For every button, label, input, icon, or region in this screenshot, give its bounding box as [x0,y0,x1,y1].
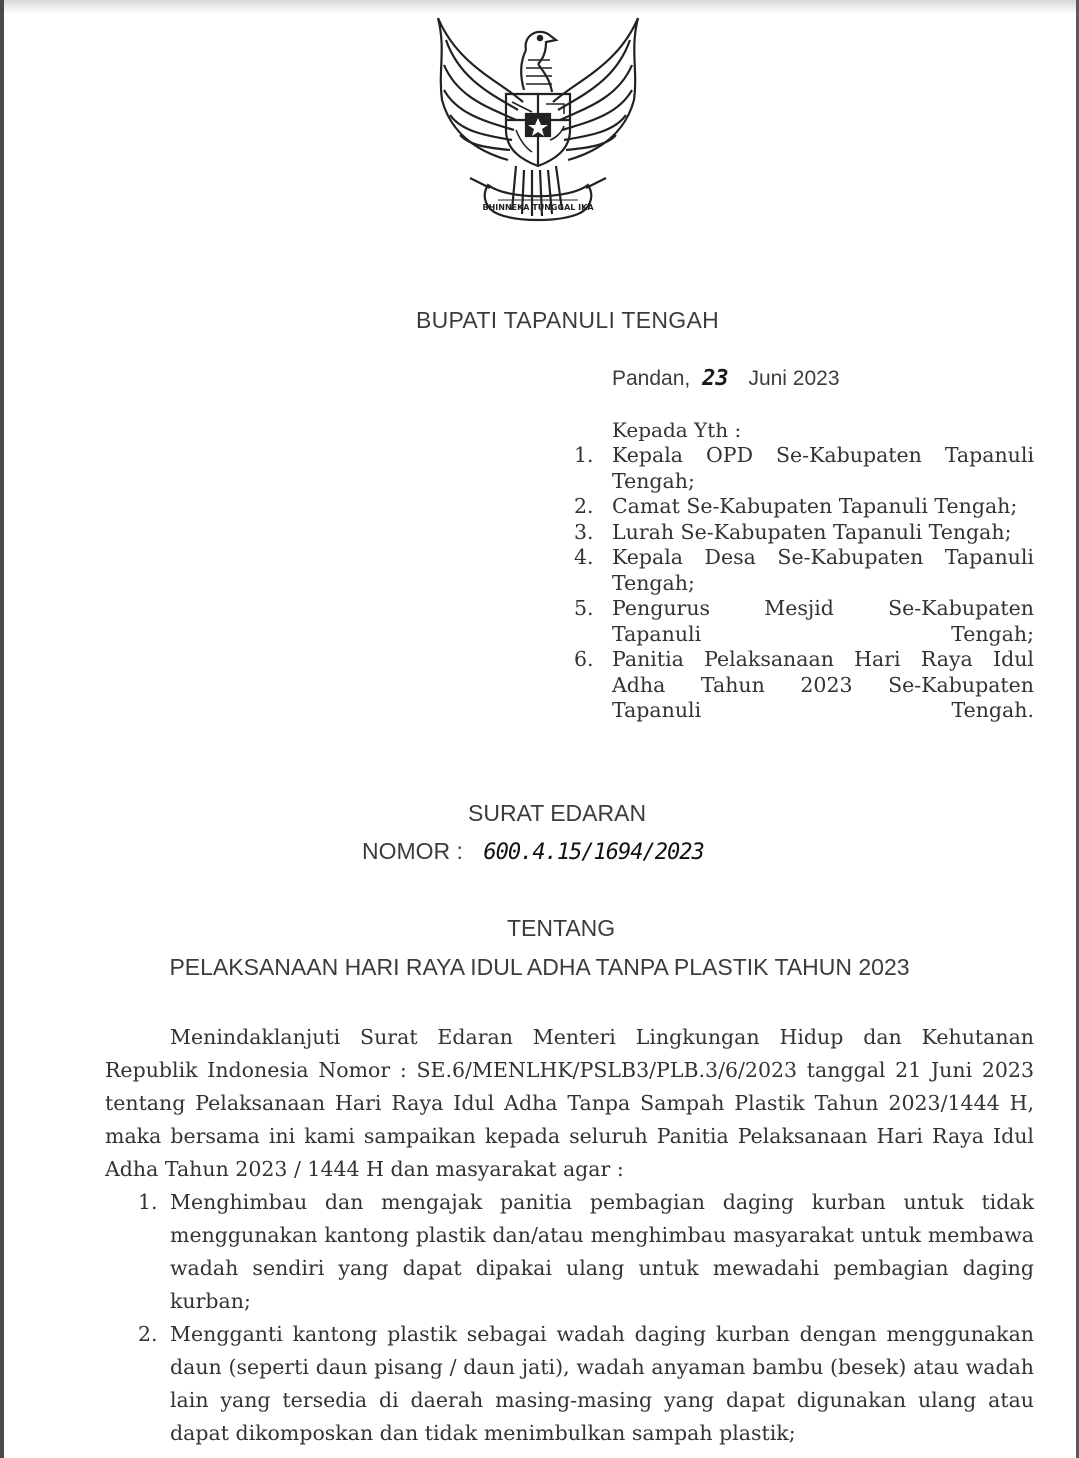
recipient-list [574,443,1034,724]
about-label: TENTANG [507,915,616,941]
instruction-list [138,1186,1034,1450]
recipient-item: 1. Kepala OPD Se-Kabupaten Tapanuli Tengah; [574,443,1034,493]
recipients-label: Kepada Yth : [612,418,742,442]
instruction-item: 1. Menghimbau dan mengajak panitia pembagian daging kurban untuk tidak menggunakan kantong plastik dan/atau menghimbau masyarakat untuk membawa wadah sendiri yang dapat dipakai ulang untuk mewadahi pembagian daging kurban; [138,1190,1034,1313]
date-place: Pandan, [612,367,691,390]
scan-left-edge [0,0,4,1458]
recipient-item: 5. Pengurus Mesjid Se-Kabupaten Tapanuli Tengah; [574,596,1034,646]
letter-subject: PELAKSANAAN HARI RAYA IDUL ADHA TANPA PLASTIK TAHUN 2023 [169,954,910,980]
letter-number-label: NOMOR : [362,838,463,864]
recipient-item: 4. Kepala Desa Se-Kabupaten Tapanuli Tengah; [574,545,1034,595]
letter-date [612,366,840,391]
letter-type: SURAT EDARAN [468,800,647,826]
body-intro: Menindaklanjuti Surat Edaran Menteri Lingkungan Hidup dan Kehutanan Republik Indonesia Nomor : SE.6/MENLHK/PSLB3/PLB.3/6/2023 tanggal 21 Juni 2023 tentang Pelaksanaan Hari Raya Idul Adha Tanpa Sampah Plastik Tahun 2023/1444 H, maka bersama ini kami sampaikan kepada seluruh Panitia Pelaksanaan Hari Raya Idul Adha Tahun 2023 / 1444 H dan masyarakat agar : [105,1025,1034,1181]
recipient-item: 6. Panitia Pelaksanaan Hari Raya Idul Adha Tahun 2023 Se-Kabupaten Tapanuli Tengah. [574,647,1034,722]
date-month-year: Juni 2023 [748,367,840,390]
letter-number [362,838,704,865]
issuer-title: BUPATI TAPANULI TENGAH [415,307,720,333]
recipient-item: 3. Lurah Se-Kabupaten Tapanuli Tengah; [574,519,1012,544]
instruction-item: 2. Mengganti kantong plastik sebagai wadah daging kurban dengan menggunakan daun (seperti daun pisang / daun jati), wadah anyaman bambu (besek) atau wadah lain yang tersedia di daerah masing-masing yang dapat digunakan ulang atau dapat dikomposkan dan tidak menimbulkan sampah plastik; [138,1322,1034,1445]
recipient-item: 2. Camat Se-Kabupaten Tapanuli Tengah; [574,494,1018,518]
date-day-handwritten: 23 [702,366,729,391]
letter-number-value: 600.4.15/1694/2023 [483,840,704,865]
svg-text:BHINNEKA TUNGGAL IKA: BHINNEKA TUNGGAL IKA [482,203,594,212]
garuda-emblem-icon [428,10,648,240]
